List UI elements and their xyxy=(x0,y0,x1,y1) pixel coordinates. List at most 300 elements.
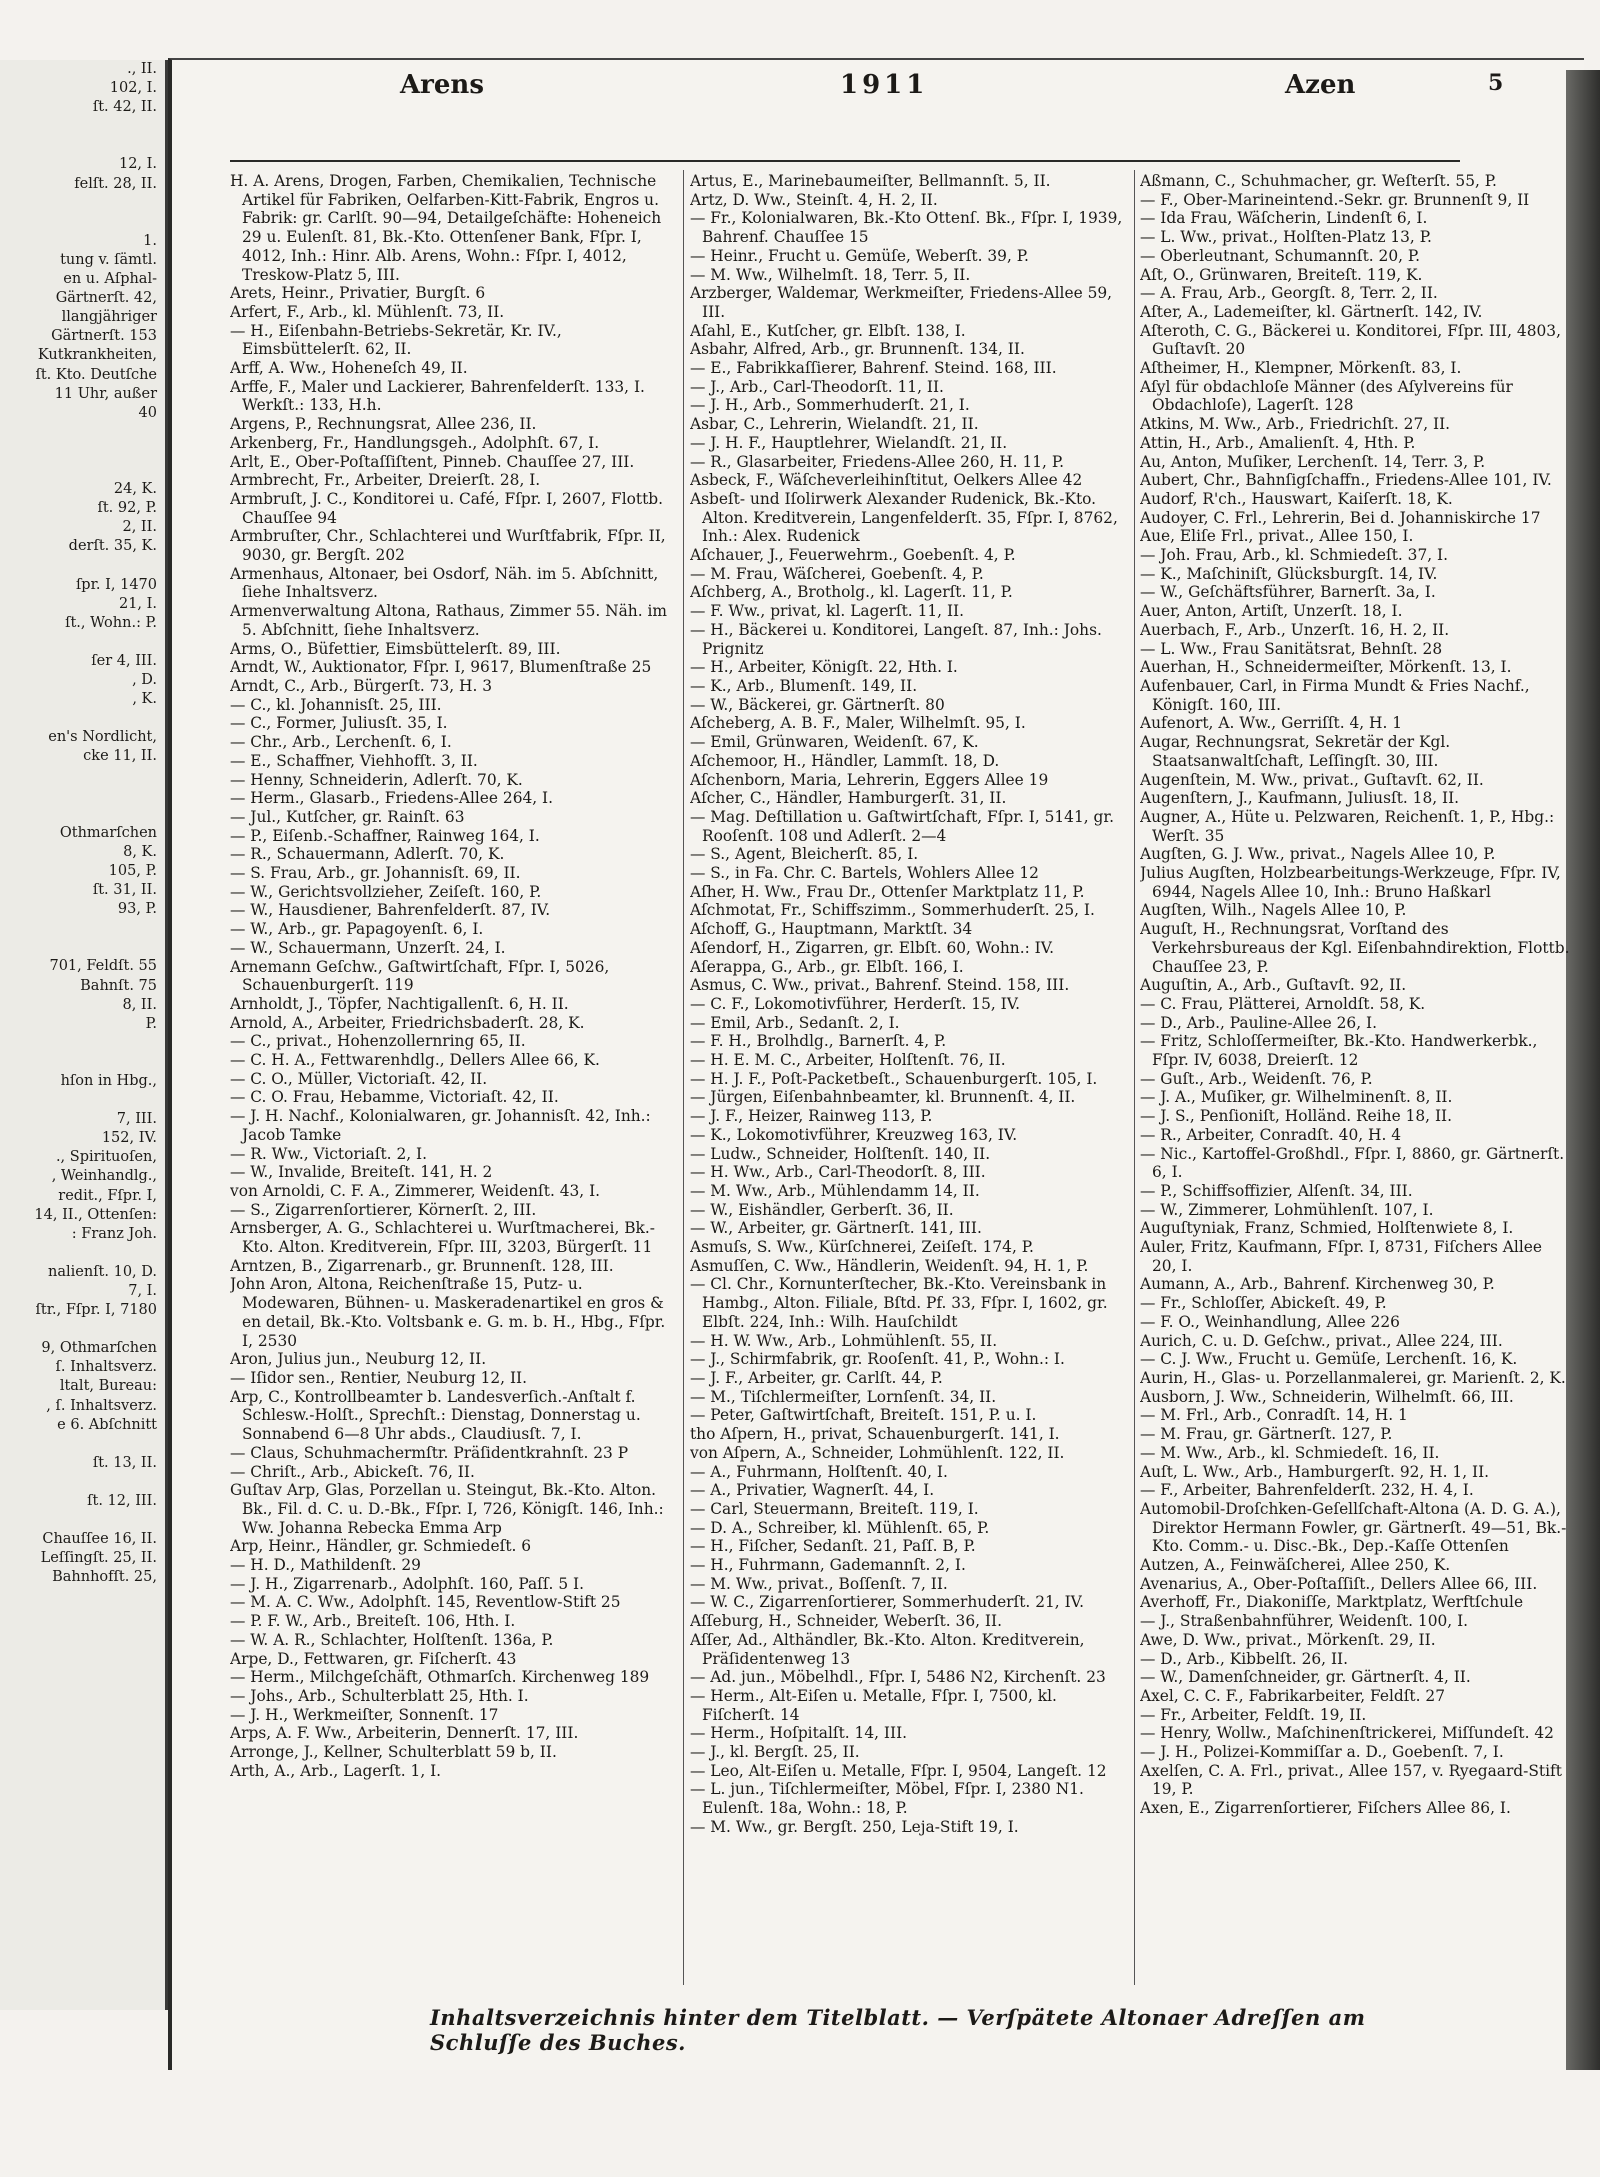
facing-page-line: 102, I. xyxy=(109,80,157,97)
directory-entry: Arets, Heinr., Privatier, Burgſt. 6 xyxy=(230,284,486,303)
directory-entry: — J., Straßenbahnführer, Weidenſt. 100, I. xyxy=(1140,1612,1469,1631)
directory-entry: Auſt, L. Ww., Arb., Hamburgerſt. 92, H. 1, II. xyxy=(1140,1462,1490,1481)
directory-entry: — J. F., Arbeiter, gr. Carlſt. 44, P. xyxy=(690,1369,943,1387)
directory-entry: Attin, H., Arb., Amalienſt. 4, Hth. P. xyxy=(1140,433,1416,452)
directory-entry: — P. F. W., Arb., Breiteſt. 106, Hth. I. xyxy=(230,1612,516,1631)
facing-page-line: en's Nordlicht, xyxy=(48,729,157,746)
directory-entry: — Fritz, Schloſſermeiſter, Bk.-Kto. Handwerkerbk., Fſpr. IV, 6038, Dreierſt. 12 xyxy=(1140,1032,1538,1070)
facing-page-line: Gärtnerſt. 153 xyxy=(51,328,157,345)
facing-page-line xyxy=(0,442,165,461)
footer-note: Inhaltsverzeichnis hinter dem Titelblatt. — Verſpätete Altonaer Adreſſen am Schluſſe des Buches. xyxy=(430,2005,1366,2055)
directory-column-2 xyxy=(690,172,1130,1984)
facing-page-line: Gärtnerſt. 42, xyxy=(55,290,157,307)
facing-page-line: 2, II. xyxy=(122,519,157,536)
directory-entry: — Mag. Deſtillation u. Gaſtwirtſchaft, Fſpr. I, 5141, gr. Rooſenſt. 108 und Adlerſt. 2—4 xyxy=(690,807,1114,845)
facing-page-line: 105, P. xyxy=(108,862,157,879)
directory-entry: Aſchberg, A., Brotholg., kl. Lagerſt. 11, P. xyxy=(690,583,1013,602)
facing-page-line xyxy=(0,194,165,213)
facing-page-line: cke 11, II. xyxy=(83,748,157,765)
directory-entry: — S., Zigarrenſortierer, Körnerſt. 2, III. xyxy=(230,1200,537,1219)
directory-entry: — Peter, Gaſtwirtſchaft, Breiteſt. 151, P. u. I. xyxy=(690,1406,1037,1425)
directory-entry: — A., Fuhrmann, Holſtenſt. 40, I. xyxy=(690,1462,948,1481)
directory-entry: — Carl, Steuermann, Breiteſt. 119, I. xyxy=(690,1499,979,1518)
facing-page-line: 1. xyxy=(143,232,157,249)
directory-entry: — H. D., Mathildenſt. 29 xyxy=(230,1556,421,1575)
directory-entry: — J. H., Zigarrenarb., Adolphſt. 160, Paſſ. 5 I. xyxy=(230,1574,584,1593)
directory-column-1 xyxy=(230,172,675,1984)
directory-entry: Axelſen, C. A. Frl., privat., Allee 157, v. Ryegaard-Stift 19, P. xyxy=(1140,1761,1562,1799)
directory-entry: — S. Frau, Arb., gr. Johannisſt. 69, II. xyxy=(230,864,521,883)
directory-entry: — Claus, Schuhmachermſtr. Präſidentkrahnſt. 23 P xyxy=(230,1443,629,1462)
directory-entry: — Emil, Grünwaren, Weidenſt. 67, K. xyxy=(690,733,979,752)
directory-entry: Arronge, J., Kellner, Schulterblatt 59 b, II. xyxy=(230,1743,557,1762)
directory-entry: — J. S., Penſioniſt, Holländ. Reihe 18, II. xyxy=(1140,1107,1452,1126)
directory-entry: — L. Ww., privat., Holſten-Platz 13, P. xyxy=(1140,228,1432,247)
directory-entry: Aſchenborn, Maria, Lehrerin, Eggers Allee 19 xyxy=(690,770,1049,789)
directory-entry: — J., Schirmfabrik, gr. Rooſenſt. 41, P., Wohn.: I. xyxy=(690,1350,1065,1369)
directory-entry: — K., Maſchiniſt, Glücksburgſt. 14, IV. xyxy=(1140,564,1438,583)
column-divider xyxy=(683,170,684,1985)
facing-page-line: ſt. 12, III. xyxy=(87,1493,157,1510)
directory-entry: — W., Eishändler, Gerberſt. 36, II. xyxy=(690,1200,954,1219)
facing-page-line: ſt. 42, II. xyxy=(92,99,157,116)
directory-entry: Armenhaus, Altonaer, bei Osdorf, Näh. im 5. Abſchnitt, ſiehe Inhaltsverz. xyxy=(230,564,659,602)
directory-entry: — K., Lokomotivführer, Kreuzweg 163, IV. xyxy=(690,1125,1018,1144)
directory-entry: — F. O., Weinhandlung, Allee 226 xyxy=(1140,1312,1400,1331)
directory-entry: Augſten, Wilh., Nagels Allee 10, P. xyxy=(1140,901,1407,920)
directory-entry: Asmuſſen, C. Ww., Händlerin, Weidenſt. 94, H. 1, P. xyxy=(690,1256,1089,1275)
directory-entry: — R., Arbeiter, Conradſt. 40, H. 4 xyxy=(1140,1125,1402,1144)
directory-entry: — H., Fuhrmann, Gademannſt. 2, I. xyxy=(690,1556,966,1575)
facing-page-line: P. xyxy=(145,1015,157,1032)
directory-entry: Asbahr, Alfred, Arb., gr. Brunnenſt. 134, II. xyxy=(690,340,1025,359)
facing-page-line: ſ. Inhaltsverz. xyxy=(55,1359,157,1376)
directory-entry: — J., kl. Bergſt. 25, II. xyxy=(690,1743,860,1762)
directory-entry: — M. Ww., privat., Boſſenſt. 7, II. xyxy=(690,1574,948,1593)
directory-entry: Autzen, A., Feinwäſcherei, Allee 250, K. xyxy=(1140,1556,1451,1575)
directory-entry: — H. J. F., Poſt-Packetbeſt., Schauenburgerſt. 105, I. xyxy=(690,1069,1098,1088)
directory-entry: Aſſeburg, H., Schneider, Weberſt. 36, II. xyxy=(690,1612,1002,1631)
directory-entry: — Chriſt., Arb., Abickeſt. 76, II. xyxy=(230,1462,475,1481)
directory-entry: Aſtheimer, H., Klempner, Mörkenſt. 83, I. xyxy=(1140,359,1462,378)
directory-entry: — J. F., Heizer, Rainweg 113, P. xyxy=(690,1107,933,1126)
directory-entry: Avenarius, A., Ober-Poſtaſſiſt., Dellers Allee 66, III. xyxy=(1140,1574,1538,1593)
directory-entry: Aſchemoor, H., Händler, Lammſt. 18, D. xyxy=(690,751,1000,770)
facing-page-line xyxy=(0,766,165,785)
directory-entry: Augner, A., Hüte u. Pelzwaren, Reichenſt. 1, P., Hbg.: Werſt. 35 xyxy=(1140,807,1555,845)
directory-entry: Arp, C., Kontrollbeamter b. Landesverſich.-Anſtalt f. Schlesw.-Holſt., Sprechſt.: Dienstag, Donnerstag u. Sonnabend 6—8 Uhr abds., Claudiusſt. 7, I. xyxy=(230,1387,641,1444)
facing-page-line: hſon in Hbg., xyxy=(60,1072,157,1089)
facing-page-line xyxy=(0,786,165,805)
directory-entry: — Iſidor sen., Rentier, Neuburg 12, II. xyxy=(230,1369,527,1387)
facing-page-line: ., Spirituoſen, xyxy=(55,1149,157,1166)
directory-entry: — C., privat., Hohenzollernring 65, II. xyxy=(230,1032,526,1051)
directory-entry: H. A. Arens, Drogen, Farben, Chemikalien, Technische Artikel für Fabriken, Oelfarben-Kitt-Fabrik, Engros u. Fabrik: gr. Carlſt. 90—94, Detailgeſchäfte: Hoheneich 29 u. Eulenſt. 81, Bk.-Kto. Ottenſener Bank, Fſpr. I, 4012, Inh.: Hinr. Alb. Arens, Wohn.: Fſpr. I, 4012, Treskow-Platz 5, III. xyxy=(230,172,662,284)
facing-page-line: 40 xyxy=(138,404,157,421)
facing-page-line: 24, K. xyxy=(113,481,157,498)
directory-entry: Arp, Heinr., Händler, gr. Schmiedeſt. 6 xyxy=(230,1537,532,1556)
directory-entry: — P., Eiſenb.-Schaffner, Rainweg 164, I. xyxy=(230,826,540,845)
directory-entry: — C. O., Müller, Victoriaſt. 42, II. xyxy=(230,1069,488,1088)
directory-entry: Au, Anton, Muſiker, Lerchenſt. 14, Terr. 3, P. xyxy=(1140,452,1486,471)
directory-entry: Aſchauer, J., Feuerwehrm., Goebenſt. 4, P. xyxy=(690,546,1016,565)
facing-page-line xyxy=(0,1511,165,1530)
facing-page-line: ſer 4, III. xyxy=(91,652,157,669)
directory-entry: Asbeck, F., Wäſcheverleihinſtitut, Oelkers Allee 42 xyxy=(690,471,1083,490)
directory-entry: Auler, Fritz, Kaufmann, Fſpr. I, 8731, Fiſchers Allee 20, I. xyxy=(1140,1238,1542,1275)
directory-entry: — Ludw., Schneider, Holſtenſt. 140, II. xyxy=(690,1144,991,1163)
directory-entry: Arms, O., Büfettier, Eimsbüttelerſt. 89, III. xyxy=(230,639,561,658)
directory-entry: Arzberger, Waldemar, Werkmeiſter, Friedens-Allee 59, III. xyxy=(690,284,1113,321)
directory-entry: — Cl. Chr., Kornunterſtecher, Bk.-Kto. Vereinsbank in Hambg., Alton. Filiale, Bſtd. Pf. 33, Fſpr. I, 1602, gr. Elbſt. 224, Inh.: Wilh. Hauſchildt xyxy=(690,1275,1108,1331)
directory-entry: Aſſer, Ad., Althändler, Bk.-Kto. Alton. Kreditverein, Präſidentenweg 13 xyxy=(690,1630,1085,1668)
directory-entry: — Joh. Frau, Arb., kl. Schmiedeſt. 37, I. xyxy=(1140,546,1449,565)
facing-page-line: llangjähriger xyxy=(61,309,157,326)
directory-entry: Asmuſs, S. Ww., Kürſchnerei, Zeiſeſt. 174, P. xyxy=(690,1238,1034,1257)
facing-page-line: Leſſingſt. 25, II. xyxy=(40,1550,157,1567)
facing-page-line: 14, II., Ottenſen: xyxy=(34,1206,157,1223)
directory-entry: Aurich, C. u. D. Geſchw., privat., Allee 224, III. xyxy=(1140,1331,1503,1350)
facing-page-line: ſt. 13, II. xyxy=(92,1454,157,1471)
directory-entry: Auguſtyniak, Franz, Schmied, Holſtenwiete 8, I. xyxy=(1140,1219,1514,1238)
facing-page-line: 7, I. xyxy=(128,1283,157,1299)
directory-entry: — D., Arb., Pauline-Allee 26, I. xyxy=(1140,1013,1377,1032)
directory-column-3 xyxy=(1140,172,1570,1984)
facing-page-line xyxy=(0,423,165,442)
directory-entry: Averhoff, Fr., Diakoniſſe, Marktplatz, Werftſchule xyxy=(1140,1593,1524,1612)
directory-entry: — H., Bäckerei u. Konditorei, Langeſt. 87, Inh.: Johs. Prignitz xyxy=(690,620,1102,658)
directory-entry: — W., Damenſchneider, gr. Gärtnerſt. 4, II. xyxy=(1140,1668,1471,1687)
directory-entry: Augenſtern, J., Kaufmann, Juliusſt. 18, II. xyxy=(1140,789,1460,808)
directory-entry: — H. Ww., Arb., Carl-Theodorſt. 8, III. xyxy=(690,1163,986,1182)
directory-entry: Aſerappa, G., Arb., gr. Elbſt. 166, I. xyxy=(690,957,964,976)
directory-entry: — M. Ww., Arb., kl. Schmiedeſt. 16, II. xyxy=(1140,1443,1440,1462)
directory-entry: Artus, E., Marinebaumeiſter, Bellmannſt. 5, II. xyxy=(690,172,1051,190)
directory-entry: Awe, D. Ww., privat., Mörkenſt. 29, II. xyxy=(1140,1630,1436,1649)
directory-entry: Aſt, O., Grünwaren, Breiteſt. 119, K. xyxy=(1140,265,1423,284)
directory-entry: — M., Tiſchlermeiſter, Lornſenſt. 34, II. xyxy=(690,1387,997,1406)
directory-entry: — Fr., Arbeiter, Feldſt. 19, II. xyxy=(1140,1705,1367,1724)
facing-page-line xyxy=(0,556,165,575)
directory-entry: Aſteroth, C. G., Bäckerei u. Konditorei, Fſpr. III, 4803, Guſtavſt. 20 xyxy=(1140,321,1561,359)
directory-entry: — Chr., Arb., Lerchenſt. 6, I. xyxy=(230,733,452,752)
directory-entry: — M. Frl., Arb., Conradſt. 14, H. 1 xyxy=(1140,1406,1408,1425)
facing-page-line xyxy=(0,1244,165,1263)
directory-entry: — Leo, Alt-Eiſen u. Metalle, Fſpr. I, 9504, Langeſt. 12 xyxy=(690,1761,1107,1780)
directory-entry: — L. jun., Tiſchlermeiſter, Möbel, Fſpr. I, 2380 N1. Eulenſt. 18a, Wohn.: 18, P. xyxy=(690,1780,1084,1818)
directory-entry: — A., Privatier, Wagnerſt. 44, I. xyxy=(690,1481,935,1500)
facing-page-line: Bahnhofſt. 25, xyxy=(52,1569,157,1586)
facing-page-line: felſt. 28, II. xyxy=(74,175,157,192)
directory-entry: — C. J. Ww., Frucht u. Gemüſe, Lerchenſt. 16, K. xyxy=(1140,1350,1518,1369)
directory-entry: Atkins, M. Ww., Arb., Friedrichſt. 27, II. xyxy=(1140,415,1451,434)
facing-page-line: redit., Fſpr. I, xyxy=(58,1187,157,1204)
directory-entry: Augar, Rechnungsrat, Sekretär der Kgl. Staatsanwaltſchaft, Leſſingſt. 30, III. xyxy=(1140,733,1451,770)
directory-entry: Armbrecht, Fr., Arbeiter, Dreierſt. 28, I. xyxy=(230,471,541,490)
header-right-catchword: Azen xyxy=(1285,70,1356,100)
directory-entry: — Ida Frau, Wäſcherin, Lindenſt 6, I. xyxy=(1140,209,1428,228)
directory-entry: Aſchoff, G., Hauptmann, Marktſt. 34 xyxy=(690,920,973,939)
directory-entry: Auguſt, H., Rechnungsrat, Vorſtand des Verkehrsbureaus der Kgl. Eiſenbahndirektion, Flottb. Chauſſee 23, P. xyxy=(1140,920,1570,976)
directory-entry: — Guſt., Arb., Weidenſt. 76, P. xyxy=(1140,1069,1373,1088)
directory-entry: Arnholdt, J., Töpfer, Nachtigallenſt. 6, H. II. xyxy=(230,994,569,1013)
directory-entry: Artz, D. Ww., Steinſt. 4, H. 2, II. xyxy=(690,190,938,209)
directory-entry: Aſyl für obdachloſe Männer (des Aſylvereins für Obdachloſe), Lagerſt. 128 xyxy=(1140,377,1513,415)
facing-page-line: e 6. Abſchnitt xyxy=(57,1416,157,1433)
directory-entry: — J., Arb., Carl-Theodorſt. 11, II. xyxy=(690,377,944,396)
facing-page-line: 9, Othmarſchen xyxy=(41,1340,157,1357)
directory-entry: — F., Ober-Marineintend.-Sekr. gr. Brunnenſt 9, II xyxy=(1140,190,1530,209)
directory-entry: — W., Arbeiter, gr. Gärtnerſt. 141, III. xyxy=(690,1219,982,1238)
directory-entry: Arndt, C., Arb., Bürgerſt. 73, H. 3 xyxy=(230,676,493,695)
facing-page-line: 8, II. xyxy=(122,996,157,1013)
facing-page-line xyxy=(0,1053,165,1072)
directory-entry: — H., Eiſenbahn-Betriebs-Sekretär, Kr. IV., Eimsbüttelerſt. 62, II. xyxy=(230,321,562,359)
directory-entry: — Jürgen, Eiſenbahnbeamter, kl. Brunnenſt. 4, II. xyxy=(690,1088,1076,1107)
directory-entry: — H., Arbeiter, Königſt. 22, Hth. I. xyxy=(690,658,958,677)
directory-entry: Aſendorf, H., Zigarren, gr. Elbſt. 60, Wohn.: IV. xyxy=(690,938,1055,957)
directory-entry: Armenverwaltung Altona, Rathaus, Zimmer 55. Näh. im 5. Abſchnitt, ſiehe Inhaltsverz. xyxy=(230,602,668,639)
directory-entry: Arnold, A., Arbeiter, Friedrichsbaderſt. 28, K. xyxy=(230,1013,585,1032)
directory-entry: — Fr., Kolonialwaren, Bk.-Kto Ottenſ. Bk., Fſpr. I, 1939, Bahrenf. Chauſſee 15 xyxy=(690,209,1123,247)
facing-page-line: Chauſſee 16, II. xyxy=(42,1531,157,1548)
directory-entry: Aſcheberg, A. B. F., Maler, Wilhelmſt. 95, I. xyxy=(690,714,1026,733)
facing-page-line: , ſ. Inhaltsverz. xyxy=(46,1397,157,1414)
page-binding-shadow xyxy=(1566,70,1600,2070)
directory-entry: — Herm., Milchgeſchäft, Othmarſch. Kirchenweg 189 xyxy=(230,1668,650,1687)
facing-page-line: : Franz Joh. xyxy=(71,1225,157,1242)
facing-page-line xyxy=(0,709,165,728)
directory-entry: Aufenbauer, Carl, in Firma Mundt & Fries Nachf., Königſt. 160, III. xyxy=(1140,676,1530,714)
directory-entry: — Herm., Glasarb., Friedens-Allee 264, I. xyxy=(230,789,554,808)
directory-entry: Arndt, W., Auktionator, Fſpr. I, 9617, Blumenſtraße 25 xyxy=(230,658,652,677)
directory-entry: Guſtav Arp, Glas, Porzellan u. Steingut, Bk.-Kto. Alton. Bk., Fil. d. C. u. D.-Bk., Fſpr. I, 726, Königſt. 146, Inh.: Ww. Johanna Rebecka Emma Arp xyxy=(230,1481,664,1537)
directory-entry: Arps, A. F. Ww., Arbeiterin, Dennerſt. 17, III. xyxy=(230,1724,579,1743)
directory-entry: Aſter, A., Lademeiſter, kl. Gärtnerſt. 142, IV. xyxy=(1140,302,1483,321)
facing-page-line: ſt. Kto. Deutſche xyxy=(35,366,157,383)
facing-page-line xyxy=(0,1091,165,1110)
directory-entry: — K., Arb., Blumenſt. 149, II. xyxy=(690,676,918,695)
directory-entry: Arnsberger, A. G., Schlachterei u. Wurſtmacherei, Bk.-Kto. Alton. Kreditverein, Fſpr. III, 3203, Bürgerſt. 11 xyxy=(230,1219,655,1257)
directory-entry: Arff, A. Ww., Hoheneſch 49, II. xyxy=(230,359,468,378)
directory-entry: — Fr., Schloſſer, Abickeſt. 49, P. xyxy=(1140,1294,1387,1313)
directory-entry: — S., Agent, Bleicherſt. 85, I. xyxy=(690,845,919,864)
facing-page-line: , Weinhandlg., xyxy=(51,1168,157,1185)
header-year: 1911 xyxy=(840,70,929,100)
facing-page-line: Othmarſchen xyxy=(59,824,157,841)
directory-entry: Ausborn, J. Ww., Schneiderin, Wilhelmſt. 66, III. xyxy=(1140,1387,1514,1406)
directory-entry: — M. Ww., Arb., Mühlendamm 14, II. xyxy=(690,1181,980,1200)
directory-entry: Asbar, C., Lehrerin, Wielandſt. 21, II. xyxy=(690,415,979,434)
directory-entry: — Heinr., Frucht u. Gemüſe, Weberſt. 39, P. xyxy=(690,246,1029,265)
directory-entry: Augenſtein, M. Ww., privat., Guſtavſt. 62, II. xyxy=(1140,770,1484,789)
facing-page-line: ſt., Wohn.: P. xyxy=(65,614,157,631)
directory-entry: — W. A. R., Schlachter, Holſtenſt. 136a, P. xyxy=(230,1630,554,1649)
directory-entry: — C., Former, Juliusſt. 35, I. xyxy=(230,714,448,733)
facing-page-line: , K. xyxy=(132,691,157,708)
directory-entry: — E., Schaffner, Viehhofſt. 3, II. xyxy=(230,751,478,770)
directory-entry: tho Aſpern, H., privat, Schauenburgerſt. 141, I. xyxy=(690,1425,1060,1444)
directory-entry: Arlt, E., Ober-Poſtaſſiſtent, Pinneb. Chauſſee 27, III. xyxy=(230,452,635,471)
directory-entry: Aſher, H. Ww., Frau Dr., Ottenſer Marktplatz 11, P. xyxy=(690,882,1085,901)
directory-entry: Arffe, F., Maler und Lackierer, Bahrenfelderſt. 133, I. Werkſt.: 133, H.h. xyxy=(230,377,645,415)
facing-page-edge xyxy=(0,60,168,2010)
directory-entry: — W., Geſchäftsführer, Barnerſt. 3a, I. xyxy=(1140,583,1436,602)
facing-page-line: 7, III. xyxy=(116,1111,157,1128)
directory-entry: — Emil, Arb., Sedanſt. 2, I. xyxy=(690,1013,900,1032)
facing-page-line xyxy=(0,117,165,136)
directory-entry: — M. Ww., gr. Bergſt. 250, Leja-Stift 19, I. xyxy=(690,1817,1019,1836)
facing-page-line: Kutkrankheiten, xyxy=(37,347,157,364)
directory-entry: — H. W. Ww., Arb., Lohmühlenſt. 55, II. xyxy=(690,1331,998,1350)
directory-entry: Aubert, Chr., Bahnſigſchaffn., Friedens-Allee 101, IV. xyxy=(1140,471,1552,490)
directory-entry: — Ad. jun., Möbelhdl., Fſpr. I, 5486 N2, Kirchenſt. 23 xyxy=(690,1668,1106,1687)
directory-entry: — W., Zimmerer, Lohmühlenſt. 107, I. xyxy=(1140,1200,1434,1219)
directory-entry: — E., Fabrikkaſſierer, Bahrenf. Steind. 168, III. xyxy=(690,359,1057,378)
directory-entry: — H., Fiſcher, Sedanſt. 21, Paſſ. B, P. xyxy=(690,1537,976,1556)
directory-entry: Axen, E., Zigarrenſortierer, Fiſchers Allee 86, I. xyxy=(1140,1799,1511,1818)
directory-entry: — J. H., Werkmeiſter, Sonnenſt. 17 xyxy=(230,1705,499,1724)
facing-page-line: en u. Aſphal- xyxy=(63,271,157,288)
facing-page-line xyxy=(0,213,165,232)
directory-entry: — Johs., Arb., Schulterblatt 25, Hth. I. xyxy=(230,1686,529,1705)
facing-page-line: 152, IV. xyxy=(101,1130,157,1147)
directory-entry: Auguſtin, A., Arb., Guſtavſt. 92, II. xyxy=(1140,976,1407,995)
directory-entry: Automobil-Droſchken-Geſellſchaft-Altona (A. D. G. A.), Direktor Hermann Fowler, gr. Gärtnerſt. 49—51, Bk.-Kto. Comm.- u. Disc.-Bk., Dep.-Kaſſe Ottenſen xyxy=(1140,1499,1567,1556)
directory-entry: Julius Augſten, Holzbearbeitungs-Werkzeuge, Fſpr. IV, 6944, Nagels Allee 10, Inh.: Bruno Haßkarl xyxy=(1140,864,1561,901)
directory-entry: — Herm., Alt-Eiſen u. Metalle, Fſpr. I, 7500, kl. Fiſcherſt. 14 xyxy=(690,1686,1057,1724)
directory-entry: — W., Bäckerei, gr. Gärtnerſt. 80 xyxy=(690,695,945,714)
directory-entry: — Jul., Kutſcher, gr. Rainſt. 63 xyxy=(230,807,465,826)
directory-entry: — W., Schauermann, Unzerſt. 24, I. xyxy=(230,938,506,957)
directory-entry: Asmus, C. Ww., privat., Bahrenf. Steind. 158, III. xyxy=(690,976,1070,995)
directory-entry: — J. H. Nachf., Kolonialwaren, gr. Johannisſt. 42, Inh.: Jacob Tamke xyxy=(230,1107,651,1144)
directory-entry: — R., Schauermann, Adlerſt. 70, K. xyxy=(230,845,505,864)
directory-entry: Aurin, H., Glas- u. Porzellanmalerei, gr. Marienſt. 2, K. xyxy=(1140,1369,1566,1387)
column-divider xyxy=(1134,170,1135,1985)
directory-entry: Arpe, D., Fettwaren, gr. Fiſcherſt. 43 xyxy=(230,1649,517,1668)
directory-entry: — F. H., Brolhdlg., Barnerſt. 4, P. xyxy=(690,1032,947,1051)
directory-entry: John Aron, Altona, Reichenſtraße 15, Putz- u. Modewaren, Bühnen- u. Maskeradenartikel en gros & en detail, Bk.-Kto. Voltsbank e. G. m. b. H., Hbg., Fſpr. I, 2530 xyxy=(230,1275,666,1350)
directory-entry: Audorf, R'ch., Hauswart, Kaiſerſt. 18, K. xyxy=(1140,489,1453,508)
facing-page-line: 11 Uhr, außer xyxy=(54,385,157,402)
header-left-catchword: Arens xyxy=(400,70,484,100)
directory-entry: — P., Schiffsoffizier, Alſenſt. 34, III. xyxy=(1140,1181,1413,1200)
directory-entry: Aſchmotat, Fr., Schiffszimm., Sommerhuderſt. 25, I. xyxy=(690,901,1095,920)
directory-entry: Auerbach, F., Arb., Unzerſt. 16, H. 2, II. xyxy=(1140,620,1450,639)
facing-page-line: ſt. 92, P. xyxy=(97,500,157,517)
directory-entry: — A. Frau, Arb., Georgſt. 8, Terr. 2, II. xyxy=(1140,284,1438,303)
facing-page-line: ſtr., Fſpr. I, 7180 xyxy=(35,1302,157,1319)
directory-entry: — D., Arb., Kibbelſt. 26, II. xyxy=(1140,1649,1348,1668)
directory-entry: — M. Frau, Wäſcherei, Goebenſt. 4, P. xyxy=(690,564,984,583)
directory-entry: — W., Gerichtsvollzieher, Zeiſeſt. 160, P. xyxy=(230,882,542,901)
directory-entry: — W., Arb., gr. Papagoyenſt. 6, I. xyxy=(230,920,484,939)
facing-page-line: ſt. 31, II. xyxy=(92,882,157,899)
directory-entry: — M. Frau, gr. Gärtnerſt. 127, P. xyxy=(1140,1425,1393,1444)
facing-page-line: tung v. ſämtl. xyxy=(60,251,157,268)
directory-entry: Arnemann Geſchw., Gaſtwirtſchaft, Fſpr. I, 5026, Schauenburgerſt. 119 xyxy=(230,957,610,995)
directory-entry: Aſcher, C., Händler, Hamburgerſt. 31, II. xyxy=(690,789,1007,808)
directory-entry: Aron, Julius jun., Neuburg 12, II. xyxy=(230,1350,487,1369)
directory-entry: — F. Ww., privat, kl. Lagerſt. 11, II. xyxy=(690,602,964,621)
facing-page-line: 21, I. xyxy=(118,595,157,612)
directory-entry: Arfert, F., Arb., kl. Mühlenſt. 73, II. xyxy=(230,302,505,321)
directory-entry: Aſahl, E., Kutſcher, gr. Elbſt. 138, I. xyxy=(690,321,966,340)
facing-page-line xyxy=(0,461,165,480)
directory-entry: Asbeſt- und Iſolirwerk Alexander Rudenick, Bk.-Kto. Alton. Kreditverein, Langenfelderſt. 35, Fſpr. I, 8762, Inh.: Alex. Rudenick xyxy=(690,489,1118,546)
directory-entry: Armbruſt, J. C., Konditorei u. Café, Fſpr. I, 2607, Flottb. Chauſſee 94 xyxy=(230,489,663,527)
directory-entry: Audoyer, C. Frl., Lehrerin, Bei d. Johanniskirche 17 xyxy=(1140,508,1541,527)
directory-entry: — Henry, Wollw., Maſchinenſtrickerei, Miſſundeſt. 42 xyxy=(1140,1724,1554,1743)
directory-entry: Arth, A., Arb., Lagerſt. 1, I. xyxy=(230,1761,442,1780)
directory-entry: — R., Glasarbeiter, Friedens-Allee 260, H. 11, P. xyxy=(690,452,1064,471)
directory-entry: — Nic., Kartoffel-Großhdl., Fſpr. I, 8860, gr. Gärtnerſt. 6, I. xyxy=(1140,1144,1565,1182)
directory-entry: Axel, C. C. F., Fabrikarbeiter, Feldſt. 27 xyxy=(1140,1686,1445,1705)
directory-entry: — W., Hausdiener, Bahrenfelderſt. 87, IV. xyxy=(230,901,551,920)
directory-entry: — D. A., Schreiber, kl. Mühlenſt. 65, P. xyxy=(690,1518,990,1537)
facing-page-line: ., II. xyxy=(127,61,157,77)
directory-entry: Aumann, A., Arb., Bahrenf. Kirchenweg 30, P. xyxy=(1140,1275,1495,1294)
facing-page-line xyxy=(0,136,165,155)
directory-entry: — Oberleutnant, Schumannſt. 20, P. xyxy=(1140,246,1421,265)
directory-entry: Arkenberg, Fr., Handlungsgeh., Adolphſt. 67, I. xyxy=(230,433,600,452)
directory-entry: Argens, P., Rechnungsrat, Allee 236, II. xyxy=(230,415,537,434)
facing-page-line: derſt. 35, K. xyxy=(68,538,157,555)
directory-entry: — S., in Fa. Chr. C. Bartels, Wohlers Allee 12 xyxy=(690,864,1039,883)
directory-entry: — Herm., Hoſpitalſt. 14, III. xyxy=(690,1724,908,1743)
facing-page-line: 8, K. xyxy=(123,843,157,860)
facing-page-line: nalienſt. 10, D. xyxy=(48,1263,157,1280)
directory-entry: Armbruſter, Chr., Schlachterei und Wurſtfabrik, Fſpr. II, 9030, gr. Bergſt. 202 xyxy=(230,527,666,565)
page-number: 5 xyxy=(1488,70,1504,96)
directory-entry: — H. E. M. C., Arbeiter, Holſtenſt. 76, II. xyxy=(690,1051,1006,1070)
facing-page-line: , D. xyxy=(132,672,157,688)
directory-entry: Arntzen, B., Zigarrenarb., gr. Brunnenſt. 128, III. xyxy=(230,1256,614,1275)
directory-entry: — C. O. Frau, Hebamme, Victoriaſt. 42, II. xyxy=(230,1088,559,1107)
directory-entry: — J. H. F., Hauptlehrer, Wielandſt. 21, II. xyxy=(690,433,1008,452)
directory-entry: Auerhan, H., Schneidermeiſter, Mörkenſt. 13, I. xyxy=(1140,658,1512,677)
directory-entry: — R. Ww., Victoriaſt. 2, I. xyxy=(230,1144,428,1163)
directory-entry: — J. H., Polizei-Kommiſſar a. D., Goebenſt. 7, I. xyxy=(1140,1743,1504,1762)
facing-page-line xyxy=(0,633,165,652)
facing-page-line: 93, P. xyxy=(117,901,157,918)
directory-entry: — M. Ww., Wilhelmſt. 18, Terr. 5, II. xyxy=(690,265,971,284)
facing-page-line: 701, Feldſt. 55 xyxy=(49,958,157,975)
directory-entry: — Henny, Schneiderin, Adlerſt. 70, K. xyxy=(230,770,523,789)
directory-entry: — C. H. A., Fettwarenhdlg., Dellers Allee 66, K. xyxy=(230,1051,600,1070)
directory-entry: — J. A., Muſiker, gr. Wilhelminenſt. 8, II. xyxy=(1140,1088,1453,1107)
directory-entry: Aufenort, A. Ww., Gerriſſt. 4, H. 1 xyxy=(1140,714,1403,733)
facing-page-line: 12, I. xyxy=(118,156,157,173)
directory-entry: Aßmann, C., Schuhmacher, gr. Weſterſt. 55, P. xyxy=(1140,172,1497,190)
facing-page-line: ltalt, Bureau: xyxy=(59,1378,157,1395)
directory-entry: Auer, Anton, Artiſt, Unzerſt. 18, I. xyxy=(1140,602,1403,621)
directory-entry: — L. Ww., Frau Sanitätsrat, Behnſt. 28 xyxy=(1140,639,1443,658)
facing-page-line xyxy=(0,805,165,824)
directory-entry: von Arnoldi, C. F. A., Zimmerer, Weidenſt. 43, I. xyxy=(230,1181,601,1200)
facing-page-line xyxy=(0,919,165,938)
directory-entry: — J. H., Arb., Sommerhuderſt. 21, I. xyxy=(690,396,970,415)
directory-entry: — C., kl. Johannisſt. 25, III. xyxy=(230,695,442,714)
directory-entry: von Aſpern, A., Schneider, Lohmühlenſt. 122, II. xyxy=(690,1443,1065,1462)
page-header xyxy=(200,70,1504,120)
facing-page-line xyxy=(0,938,165,957)
facing-page-line xyxy=(0,1473,165,1492)
header-rule xyxy=(230,160,1460,162)
directory-entry: — C. Frau, Plätterei, Arnoldſt. 58, K. xyxy=(1140,994,1426,1013)
directory-entry: — W. C., Zigarrenſortierer, Sommerhuderſt. 21, IV. xyxy=(690,1593,1084,1612)
